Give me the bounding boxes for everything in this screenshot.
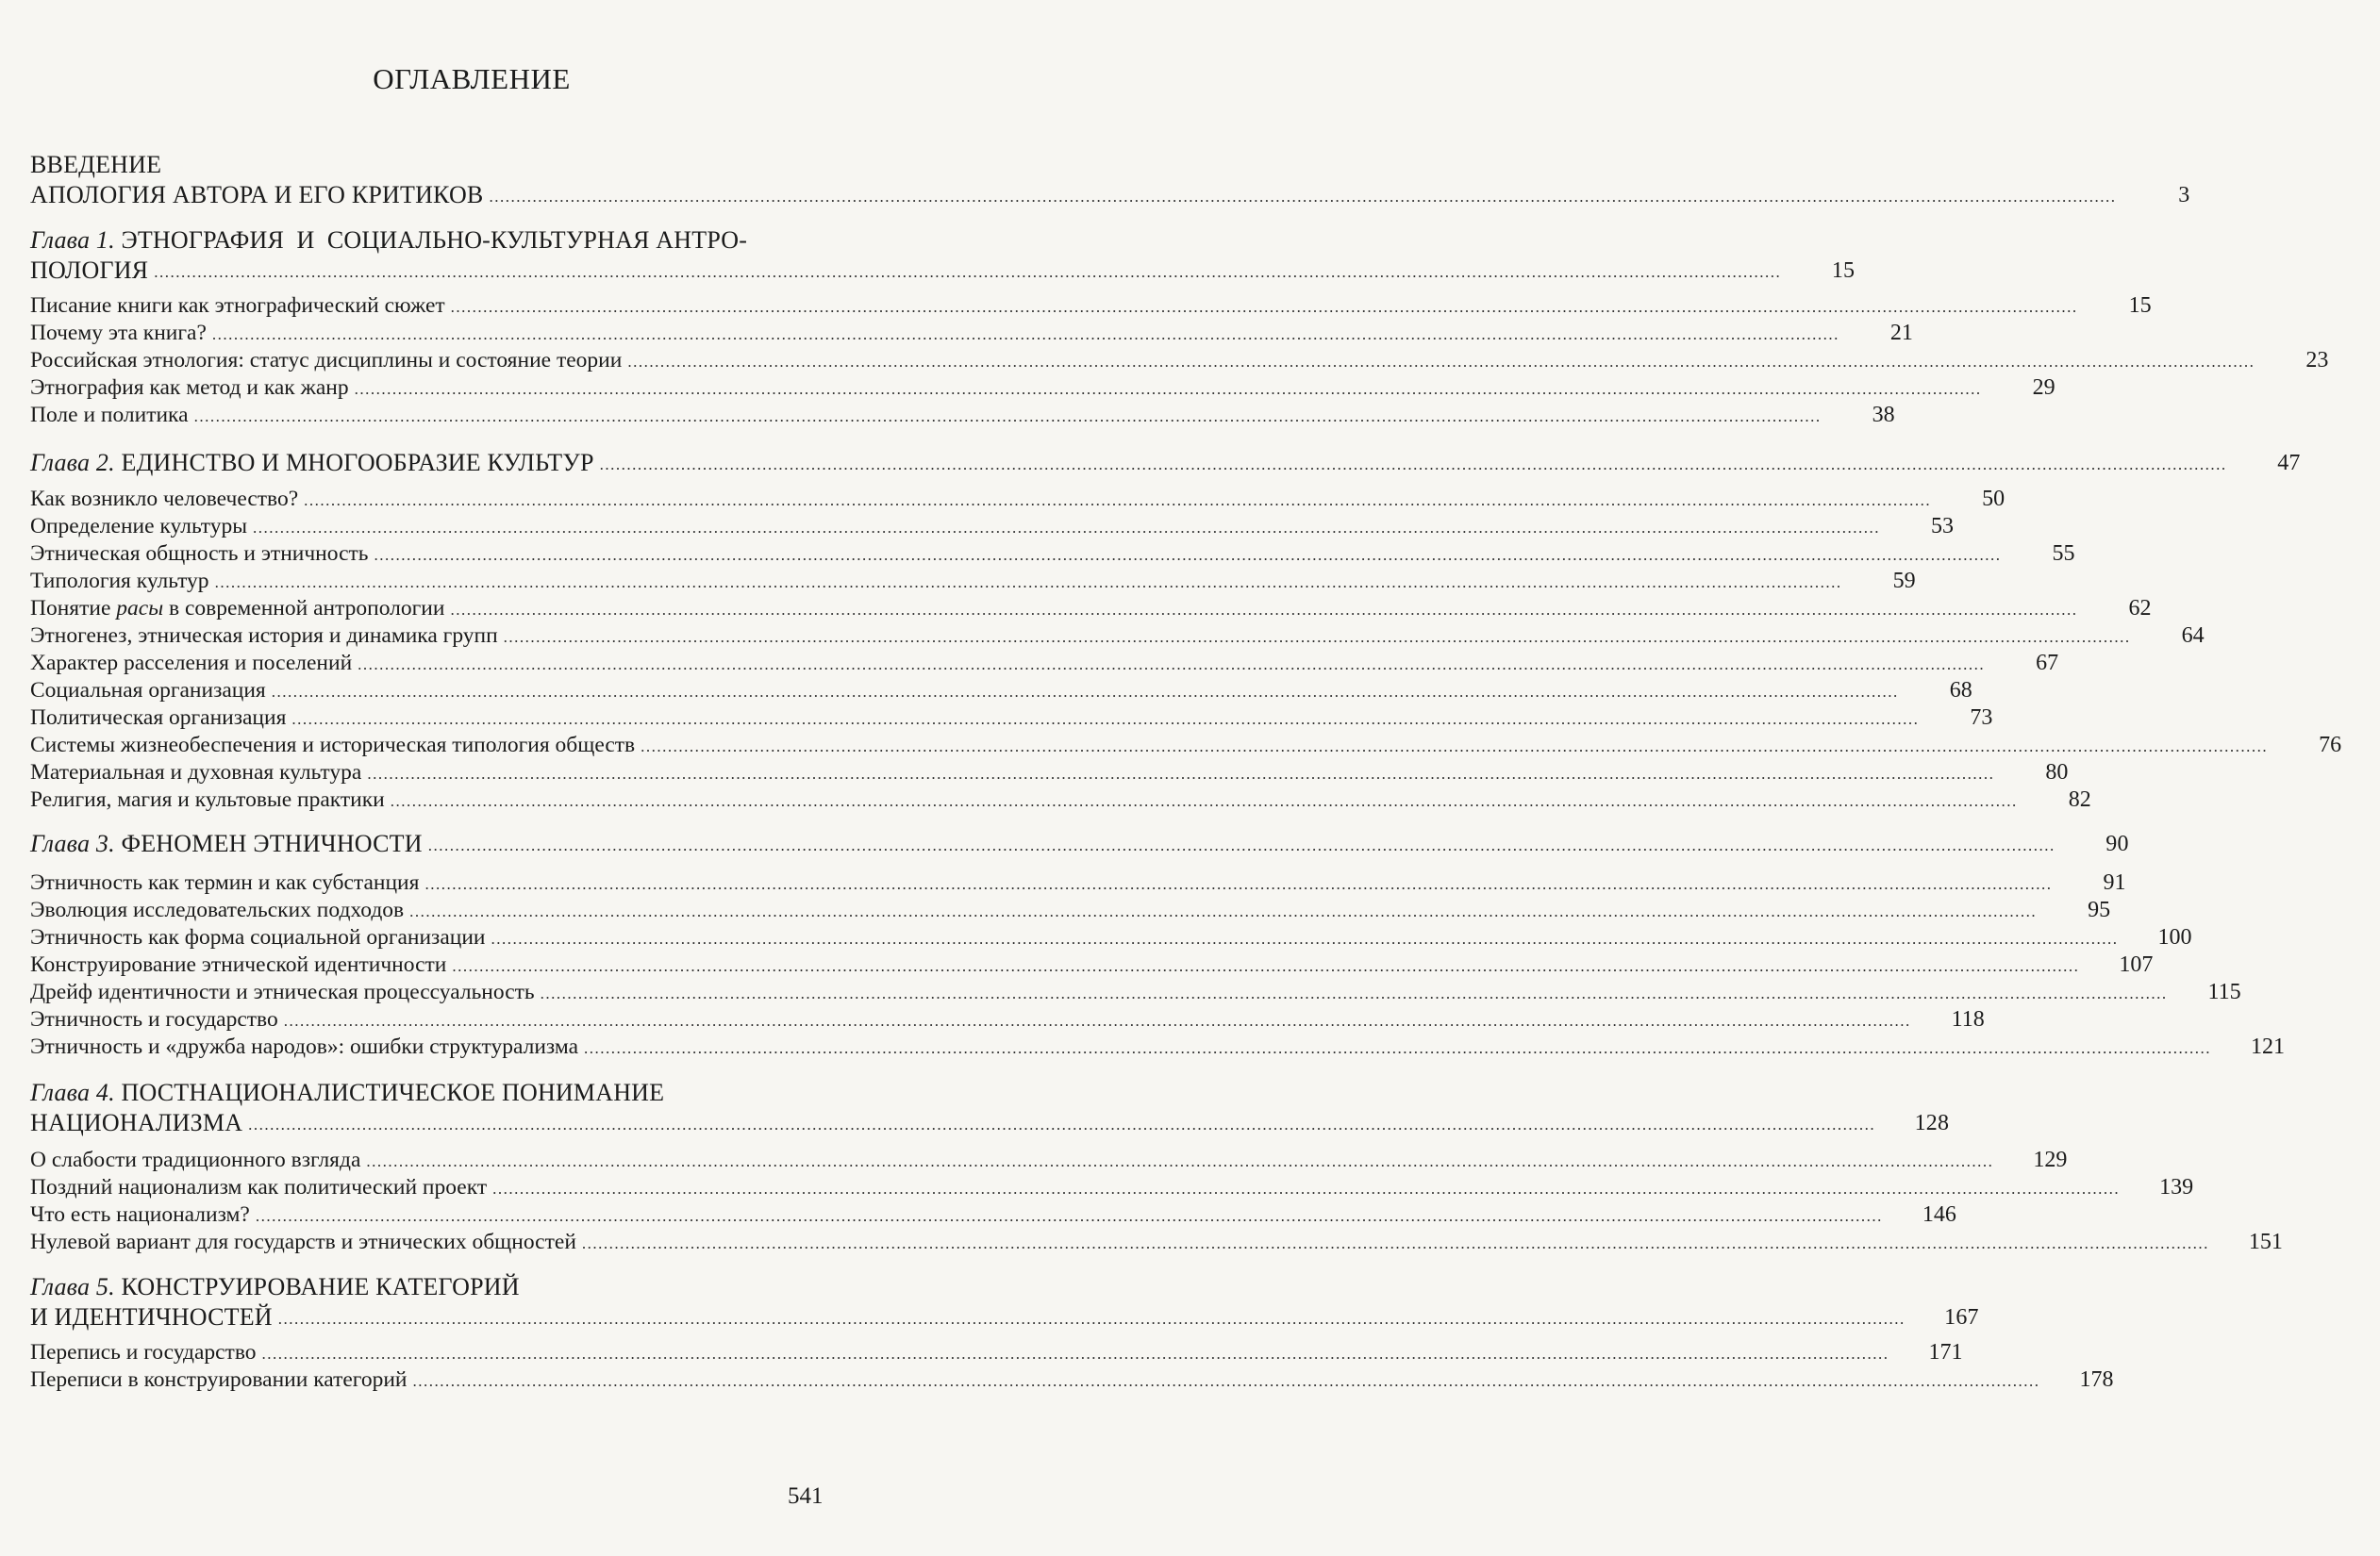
- entry-text: НАЦИОНАЛИЗМА: [30, 1109, 243, 1136]
- toc-heading: [30, 255, 1856, 285]
- toc-entry-title: [30, 896, 404, 924]
- entry-text-continued: в современной антропологии: [163, 596, 445, 621]
- entry-text: Этничность как термин и как субстанция: [30, 870, 420, 895]
- entry-text: ЭТНОГРАФИЯ И СОЦИАЛЬНО-КУЛЬТУРНАЯ АНТРО-: [114, 226, 748, 254]
- dot-leader: ............................................................................................................................................................................................................................................................................................................: [452, 957, 2080, 975]
- toc-page-number: 62: [2128, 596, 2152, 621]
- toc-entry-title: [30, 1338, 257, 1366]
- toc-page-number: 151: [2248, 1230, 2283, 1254]
- toc-page-number: 3: [2178, 183, 2190, 207]
- toc-entry: [30, 1003, 1985, 1034]
- toc-page-number: 129: [2033, 1148, 2068, 1172]
- dot-leader: ............................................................................................................................................................................................................................................................................................................: [277, 1310, 1906, 1328]
- toc-entry: [30, 647, 2059, 677]
- toc-page-number: 107: [2119, 952, 2154, 977]
- toc-entry-title: [30, 869, 419, 897]
- entry-text: Системы жизнеобеспечения и историческая типология обществ: [30, 733, 636, 757]
- toc-entry: [30, 1364, 2114, 1394]
- dot-leader: ............................................................................................................................................................................................................................................................................................................: [261, 1345, 1889, 1363]
- entry-text: Этничность и «дружба народов»: ошибки структурализма: [30, 1035, 578, 1059]
- dot-leader: ............................................................................................................................................................................................................................................................................................................: [291, 710, 1920, 728]
- entry-text: Этническая общность и этничность: [30, 541, 369, 566]
- toc-entry-title: [30, 676, 266, 704]
- dot-leader: ............................................................................................................................................................................................................................................................................................................: [427, 836, 2055, 854]
- toc-heading: [30, 1107, 1950, 1137]
- toc-entry-title: [30, 621, 498, 650]
- toc-page-number: 73: [1970, 705, 1993, 730]
- entry-text: Этнография как метод и как жанр: [30, 375, 349, 400]
- entry-text: Поле и политика: [30, 403, 189, 427]
- chapter-label: Глава 3.: [30, 830, 115, 857]
- toc-entry-title: [30, 786, 385, 814]
- page-number: 541: [788, 1483, 824, 1509]
- toc-entry-title: [30, 1109, 242, 1137]
- dot-leader: ............................................................................................................................................................................................................................................................................................................: [503, 628, 2131, 646]
- toc-entry: [30, 620, 2205, 650]
- toc-heading: [30, 224, 857, 255]
- toc-entry-title: [30, 649, 352, 677]
- entry-text: Понятие: [30, 596, 117, 621]
- toc-entry: [30, 290, 2152, 320]
- entry-text: Почему эта книга?: [30, 321, 207, 345]
- toc-entry-title: [30, 1033, 578, 1061]
- dot-leader: ............................................................................................................................................................................................................................................................................................................: [492, 1180, 2121, 1198]
- toc-entry-title: [30, 1173, 487, 1201]
- toc-entry-title: [30, 1146, 360, 1174]
- toc-entry: [30, 674, 1972, 704]
- toc-entry-title: [30, 1200, 250, 1229]
- chapter-label: Глава 1.: [30, 226, 115, 254]
- toc-page-number: 80: [2045, 760, 2069, 785]
- toc-entry-title: [30, 951, 446, 979]
- toc-page-number: 128: [1914, 1111, 1950, 1135]
- dot-leader: ............................................................................................................................................................................................................................................................................................................: [271, 683, 1899, 701]
- toc-entry: [30, 592, 2152, 622]
- entry-italic-term: расы: [116, 596, 164, 621]
- toc-entry: [30, 729, 2342, 759]
- toc-page-number: 139: [2159, 1175, 2194, 1200]
- toc-page-number: 90: [2105, 832, 2129, 856]
- toc-entry-title: [30, 1273, 520, 1301]
- chapter-label: Глава 4.: [30, 1079, 115, 1106]
- entry-text: Поздний национализм как политический проект: [30, 1175, 488, 1200]
- toc-entry-title: [30, 830, 423, 858]
- entry-text: Этногенез, этническая история и динамика групп: [30, 623, 498, 648]
- toc-entry-title: [30, 291, 445, 320]
- entry-text: О слабости традиционного взгляда: [30, 1148, 361, 1172]
- dot-leader: ............................................................................................................................................................................................................................................................................................................: [584, 1039, 2211, 1057]
- dot-leader: ............................................................................................................................................................................................................................................................................................................: [358, 655, 1986, 673]
- entry-text: Эволюция исследовательских подходов: [30, 898, 405, 922]
- dot-leader: ............................................................................................................................................................................................................................................................................................................: [450, 298, 2078, 316]
- dot-leader: ............................................................................................................................................................................................................................................................................................................: [214, 573, 1842, 591]
- toc-page-number: 115: [2207, 980, 2241, 1004]
- toc-page-number: 64: [2181, 623, 2205, 648]
- entry-text: Этничность и государство: [30, 1007, 278, 1032]
- chapter-label: Глава 2.: [30, 449, 115, 476]
- toc-page-number: 167: [1944, 1305, 1979, 1330]
- toc-entry-title: [30, 978, 535, 1006]
- toc-entry: [30, 949, 2154, 979]
- toc-entry-title: [30, 151, 161, 179]
- toc-entry-title: [30, 485, 298, 513]
- toc-page-number: 38: [1872, 403, 1895, 427]
- entry-text: Социальная организация: [30, 678, 266, 703]
- toc-entry: [30, 565, 1916, 595]
- dot-leader: ............................................................................................................................................................................................................................................................................................................: [354, 380, 1982, 398]
- dot-leader: ............................................................................................................................................................................................................................................................................................................: [367, 765, 1995, 783]
- toc-entry-title: [30, 1366, 408, 1394]
- toc-entry-title: [30, 1303, 273, 1332]
- toc-page-number: 15: [2128, 293, 2152, 318]
- entry-text: Перепись и государство: [30, 1340, 257, 1365]
- entry-text: ЕДИНСТВО И МНОГООБРАЗИЕ КУЛЬТУР: [114, 449, 594, 476]
- entry-text: И ИДЕНТИЧНОСТЕЙ: [30, 1303, 273, 1331]
- toc-page-number: 171: [1928, 1340, 1963, 1365]
- entry-text: Материальная и духовная культура: [30, 760, 362, 785]
- toc-entry-title: [30, 594, 444, 622]
- toc-page-number: 15: [1831, 258, 1856, 283]
- toc-entry-title: [30, 758, 361, 786]
- dot-leader: ............................................................................................................................................................................................................................................................................................................: [450, 601, 2078, 619]
- toc-heading: [30, 447, 2301, 477]
- toc-heading: [30, 149, 857, 179]
- chapter-label: Глава 5.: [30, 1273, 115, 1300]
- entry-text: Как возникло человечество?: [30, 487, 299, 511]
- entry-text: Религия, магия и культовые практики: [30, 787, 385, 812]
- entry-text: АПОЛОГИЯ АВТОРА И ЕГО КРИТИКОВ: [30, 181, 484, 208]
- entry-text: Этничность как форма социальной организации: [30, 925, 486, 950]
- toc-entry: [30, 510, 1955, 540]
- toc-entry-title: [30, 257, 148, 285]
- toc-entry-title: [30, 1005, 278, 1034]
- toc-entry: [30, 1336, 1963, 1366]
- toc-entry: [30, 1031, 2285, 1061]
- dot-leader: ............................................................................................................................................................................................................................................................................................................: [540, 985, 2168, 1002]
- dot-leader: ............................................................................................................................................................................................................................................................................................................: [627, 353, 2255, 371]
- toc-entry-title: [30, 1228, 576, 1256]
- toc-entry-title: [30, 1079, 664, 1107]
- entry-text: Дрейф идентичности и этническая процессуальность: [30, 980, 535, 1004]
- toc-page-number: 59: [1892, 569, 1916, 593]
- toc-page-number: 82: [2068, 787, 2091, 812]
- toc-page-number: 50: [1982, 487, 2006, 511]
- entry-text: Характер расселения и поселений: [30, 651, 353, 675]
- page-title: ОГЛАВЛЕНИЕ: [373, 62, 571, 95]
- dot-leader: ............................................................................................................................................................................................................................................................................................................: [374, 546, 2002, 564]
- dot-leader: ............................................................................................................................................................................................................................................................................................................: [581, 1234, 2209, 1252]
- entry-text: Нулевой вариант для государств и этнических общностей: [30, 1230, 576, 1254]
- dot-leader: ............................................................................................................................................................................................................................................................................................................: [409, 902, 2038, 920]
- entry-text: ВВЕДЕНИЕ: [30, 151, 162, 178]
- toc-entry-title: [30, 373, 349, 402]
- dot-leader: ............................................................................................................................................................................................................................................................................................................: [248, 1116, 1876, 1134]
- entry-text: Российская этнология: статус дисциплины и состояние теории: [30, 348, 623, 372]
- entry-text: ПОЛОГИЯ: [30, 257, 149, 284]
- dot-leader: ............................................................................................................................................................................................................................................................................................................: [253, 519, 1881, 537]
- toc-page-number: 23: [2305, 348, 2329, 372]
- toc-page-number: 68: [1949, 678, 1972, 703]
- entry-text: КОНСТРУИРОВАНИЕ КАТЕГОРИЙ: [114, 1273, 520, 1300]
- toc-entry-title: [30, 319, 207, 347]
- dot-leader: ............................................................................................................................................................................................................................................................................................................: [154, 263, 1782, 281]
- toc-entry-title: [30, 181, 483, 209]
- toc-entry: [30, 867, 2126, 897]
- toc-entry: [30, 483, 2006, 513]
- toc-heading: [30, 1077, 857, 1107]
- toc-page-number: 121: [2251, 1035, 2285, 1059]
- dot-leader: ............................................................................................................................................................................................................................................................................................................: [366, 1152, 1994, 1170]
- toc-entry-title: [30, 512, 247, 540]
- dot-leader: ............................................................................................................................................................................................................................................................................................................: [641, 737, 2269, 755]
- dot-leader: ............................................................................................................................................................................................................................................................................................................: [424, 875, 2053, 893]
- toc-page-number: 76: [2319, 733, 2342, 757]
- entry-text: ФЕНОМЕН ЭТНИЧНОСТИ: [114, 830, 423, 857]
- toc-heading: [30, 1271, 857, 1301]
- toc-entry: [30, 784, 2091, 814]
- toc-entry-title: [30, 401, 189, 429]
- dot-leader: ............................................................................................................................................................................................................................................................................................................: [489, 188, 2117, 206]
- toc-entry: [30, 894, 2111, 924]
- toc-heading: [30, 1301, 1979, 1332]
- entry-text: Политическая организация: [30, 705, 287, 730]
- toc-page-number: 21: [1889, 321, 1913, 345]
- toc-page-number: 53: [1931, 514, 1955, 538]
- toc-page-number: 67: [2036, 651, 2059, 675]
- toc-entry-title: [30, 346, 622, 374]
- entry-text: ПОСТНАЦИОНАЛИСТИЧЕСКОЕ ПОНИМАНИЕ: [114, 1079, 665, 1106]
- toc-page-number: 55: [2052, 541, 2075, 566]
- toc-entry: [30, 1226, 2283, 1256]
- toc-page-number: 118: [1951, 1007, 1985, 1032]
- toc-entry: [30, 317, 1913, 347]
- toc-page-number: 91: [2103, 870, 2126, 895]
- toc-page-number: 100: [2157, 925, 2192, 950]
- toc-entry: [30, 1171, 2194, 1201]
- toc-entry: [30, 538, 2075, 568]
- entry-text: Переписи в конструировании категорий: [30, 1367, 408, 1392]
- toc-heading: [30, 179, 2190, 209]
- entry-text: Типология культур: [30, 569, 209, 593]
- toc-page-number: 146: [1922, 1202, 1956, 1227]
- toc-entry-title: [30, 226, 747, 255]
- toc-heading: [30, 828, 2129, 858]
- toc-entry-title: [30, 731, 635, 759]
- toc-entry: [30, 399, 1895, 429]
- dot-leader: ............................................................................................................................................................................................................................................................................................................: [193, 407, 1822, 425]
- dot-leader: ............................................................................................................................................................................................................................................................................................................: [390, 792, 2018, 810]
- toc-entry: [30, 1199, 1956, 1229]
- dot-leader: ............................................................................................................................................................................................................................................................................................................: [304, 491, 1932, 509]
- toc-entry: [30, 921, 2192, 952]
- toc-entry: [30, 756, 2069, 786]
- toc-entry: [30, 372, 2055, 402]
- toc-entry-title: [30, 704, 286, 732]
- toc-entry: [30, 976, 2241, 1006]
- dot-leader: ............................................................................................................................................................................................................................................................................................................: [599, 455, 2227, 473]
- entry-text: Определение культуры: [30, 514, 248, 538]
- entry-text: Конструирование этнической идентичности: [30, 952, 447, 977]
- toc-page-number: 95: [2088, 898, 2111, 922]
- toc-page-number: 47: [2277, 451, 2301, 475]
- dot-leader: ............................................................................................................................................................................................................................................................................................................: [491, 930, 2119, 948]
- toc-entry-title: [30, 923, 485, 952]
- toc-page-number: 29: [2032, 375, 2055, 400]
- toc-entry-title: [30, 449, 594, 477]
- entry-text: Писание книги как этнографический сюжет: [30, 293, 445, 318]
- toc-entry: [30, 702, 1993, 732]
- dot-leader: ............................................................................................................................................................................................................................................................................................................: [255, 1207, 1883, 1225]
- toc-page-number: 178: [2079, 1367, 2114, 1392]
- dot-leader: ............................................................................................................................................................................................................................................................................................................: [211, 325, 1839, 343]
- entry-text: Что есть национализм?: [30, 1202, 250, 1227]
- dot-leader: ............................................................................................................................................................................................................................................................................................................: [412, 1372, 2040, 1390]
- toc-entry: [30, 1144, 2068, 1174]
- toc-entry-title: [30, 539, 369, 568]
- toc-entry: [30, 344, 2329, 374]
- dot-leader: ............................................................................................................................................................................................................................................................................................................: [283, 1012, 1911, 1030]
- toc-entry-title: [30, 567, 209, 595]
